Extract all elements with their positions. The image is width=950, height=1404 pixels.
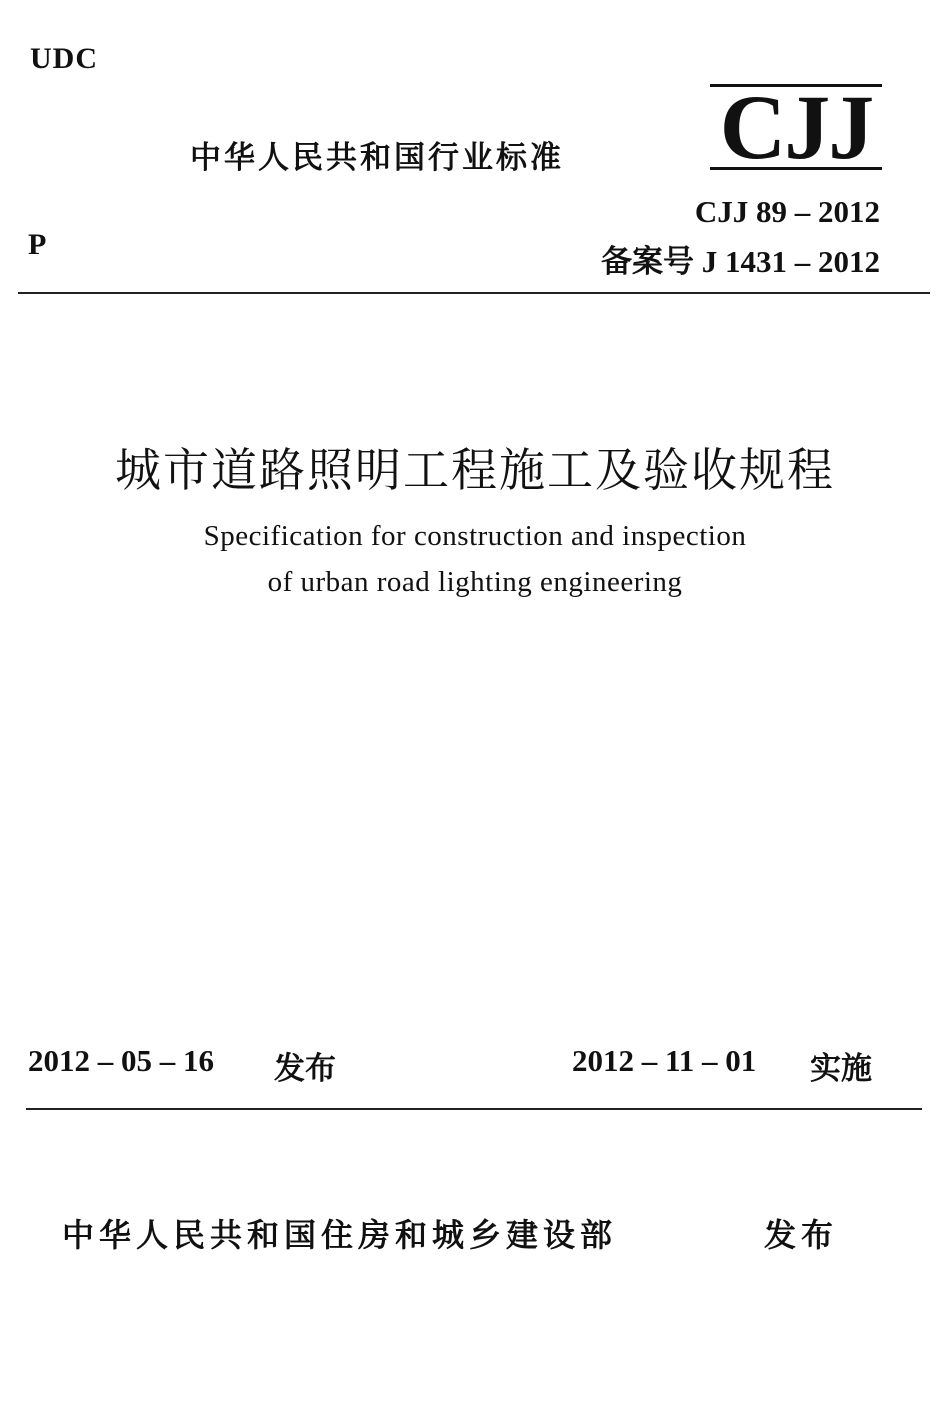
standard-number: CJJ 89 – 2012 xyxy=(694,194,880,229)
publish-label: 发布 xyxy=(764,1216,839,1254)
implementation-date: 2012 – 11 – 01 xyxy=(572,1043,757,1078)
standard-classification: 中华人民共和国行业标准 xyxy=(190,140,564,176)
top-divider xyxy=(18,292,930,294)
title-english-line1: Specification for construction and inspection xyxy=(203,520,747,552)
filing-number: 备案号 J 1431 – 2012 xyxy=(601,244,880,279)
bottom-divider xyxy=(26,1108,922,1110)
issue-label: 发布 xyxy=(274,1051,336,1087)
implementation-label: 实施 xyxy=(810,1051,872,1087)
publisher: 中华人民共和国住房和城乡建设部 xyxy=(62,1216,618,1254)
title-chinese: 城市道路照明工程施工及验收规程 xyxy=(115,443,835,497)
issue-date: 2012 – 05 – 16 xyxy=(28,1043,214,1078)
cjj-logo: CJJ xyxy=(719,76,873,178)
udc-label: UDC xyxy=(30,42,98,75)
category-letter: P xyxy=(28,228,47,261)
title-english-line2: of urban road lighting engineering xyxy=(267,566,683,598)
